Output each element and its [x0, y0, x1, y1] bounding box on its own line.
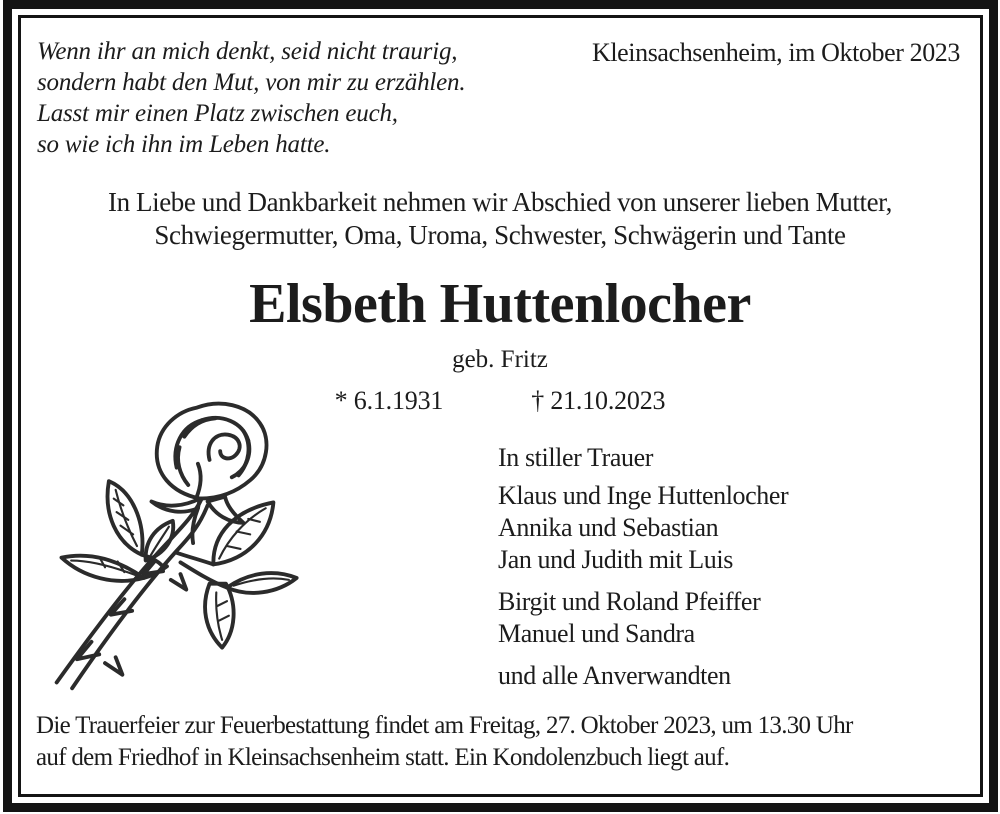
mourner-group-relatives [498, 660, 788, 692]
star-born-icon: * [334, 386, 348, 415]
poem-line: so wie ich ihn im Leben hatte. [37, 131, 331, 158]
birth-date-value: 6.1.1931 [353, 386, 444, 415]
deceased-name: Elsbeth Huttenlocher [249, 273, 751, 335]
mourner-line: und alle Anverwandten [498, 661, 731, 690]
mourner-group-family-2 [498, 586, 788, 650]
death-date [531, 386, 665, 416]
birth-date [335, 386, 444, 416]
farewell-intro [0, 186, 1000, 252]
funeral-details-line: Die Trauerfeier zur Feuerbestattung findet am Freitag, 27. Oktober 2023, um 13.30 Uhr [36, 712, 853, 739]
mourner-group-family-1 [498, 480, 788, 576]
mourner-line: Klaus und Inge Huttenlocher [498, 481, 789, 510]
poem-line: Lasst mir einen Platz zwischen euch, [37, 100, 398, 127]
memorial-poem [37, 36, 465, 160]
funeral-details [36, 710, 853, 774]
dagger-died-icon: † [531, 386, 544, 415]
funeral-details-line: auf dem Friedhof in Kleinsachsenheim statt. Ein Kondolenzbuch liegt auf. [36, 744, 730, 771]
poem-line: Wenn ihr an mich denkt, seid nicht traurig, [37, 38, 458, 65]
rose-icon [33, 396, 328, 696]
mourners-section [498, 442, 788, 702]
death-date-value: 21.10.2023 [550, 386, 666, 415]
mourner-line: Jan und Judith mit Luis [498, 545, 733, 574]
mourner-line: Manuel und Sandra [498, 619, 695, 648]
poem-line: sondern habt den Mut, von mir zu erzählen. [37, 69, 466, 96]
rose-illustration [33, 396, 328, 696]
farewell-intro-line: Schwiegermutter, Oma, Uroma, Schwester, Schwägerin und Tante [154, 220, 846, 250]
maiden-name: geb. Fritz [452, 346, 548, 373]
mourner-line: Annika und Sebastian [498, 513, 719, 542]
mourner-line: Birgit und Roland Pfeiffer [498, 587, 761, 616]
farewell-intro-line: In Liebe und Dankbarkeit nehmen wir Abschied von unserer lieben Mutter, [107, 187, 893, 217]
mourners-heading: In stiller Trauer [498, 443, 653, 472]
place-and-date: Kleinsachsenheim, im Oktober 2023 [591, 38, 960, 67]
